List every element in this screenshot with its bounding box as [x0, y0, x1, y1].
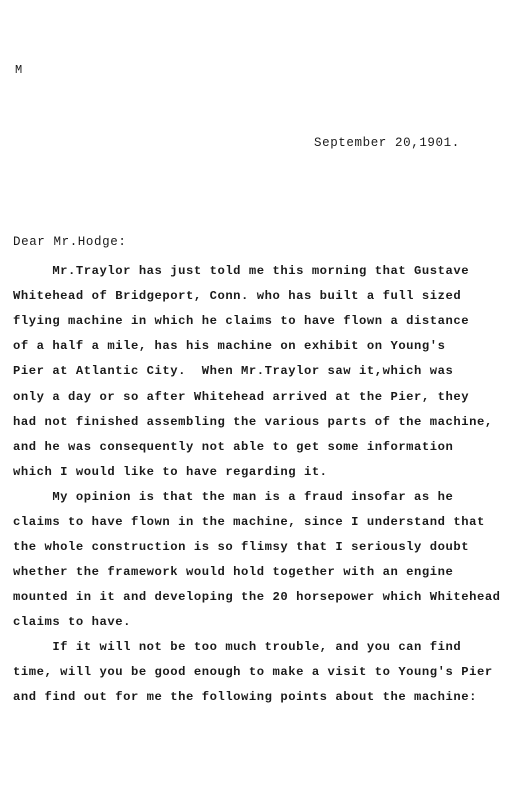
- body-line: only a day or so after Whitehead arrived at the Pier, they: [13, 390, 470, 404]
- body-line: had not finished assembling the various parts of the machine,: [13, 415, 493, 429]
- corner-mark: M: [15, 63, 23, 77]
- body-line: mounted in it and developing the 20 horsepower which Whitehead: [13, 590, 501, 604]
- body-line: flying machine in which he claims to have flown a distance: [13, 314, 470, 328]
- body-line: time, will you be good enough to make a visit to Young's Pier: [13, 665, 493, 679]
- body-line: My opinion is that the man is a fraud insofar as he: [13, 490, 454, 504]
- body-line: and he was consequently not able to get some information: [13, 440, 454, 454]
- salutation: Dear Mr.Hodge:: [13, 235, 127, 249]
- body-line: If it will not be too much trouble, and you can find: [13, 640, 462, 654]
- body-line: the whole construction is so flimsy that I seriously doubt: [13, 540, 470, 554]
- body-line: and find out for me the following points about the machine:: [13, 690, 477, 704]
- body-line: whether the framework would hold together with an engine: [13, 565, 454, 579]
- body-line: of a half a mile, has his machine on exhibit on Young's: [13, 339, 446, 353]
- body-line: claims to have.: [13, 615, 131, 629]
- body-line: Mr.Traylor has just told me this morning that Gustave: [13, 264, 470, 278]
- body-line: claims to have flown in the machine, since I understand that: [13, 515, 485, 529]
- letter-date: September 20,1901.: [314, 136, 460, 150]
- body-line: which I would like to have regarding it.: [13, 465, 328, 479]
- body-line: Pier at Atlantic City. When Mr.Traylor saw it,which was: [13, 364, 454, 378]
- body-line: Whitehead of Bridgeport, Conn. who has built a full sized: [13, 289, 462, 303]
